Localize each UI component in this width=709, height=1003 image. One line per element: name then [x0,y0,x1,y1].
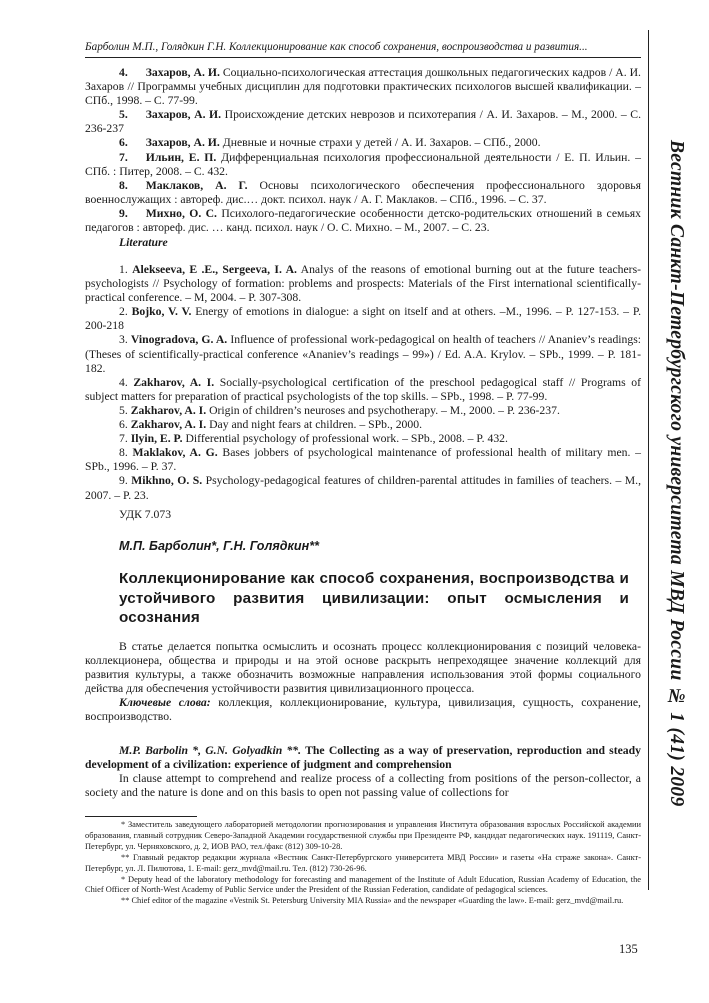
reference-number: 9. [119,206,128,220]
article-title: Коллекционирование как способ сохранения, воспроизводства и устойчивого развития цивилизации: опыт осмысления и осознания [119,570,629,627]
reference-text: Differential psychology of professional work. – SPb., 2008. – P. 432. [182,432,508,446]
reference-number: 6. [119,418,128,432]
side-rule [648,30,649,890]
reference-item [85,404,641,418]
english-heading [85,744,641,772]
reference-item [85,263,641,305]
reference-author: Maklakov, A. G. [132,446,218,460]
reference-author: Ilyin, E. P. [130,432,183,446]
reference-item [85,333,641,375]
en-references [85,263,641,503]
reference-item [85,108,641,136]
reference-text: Origin of children’s neuroses and psychotherapy. – M., 2000. – P. 236-237. [206,403,560,417]
page-number: 135 [619,942,638,956]
keywords-text: коллекция, коллекционирование, культура, цивилизация, сущность, сохранение, воспроизводство. [85,696,641,724]
reference-author: Zakharov, A. I. [130,418,207,432]
footnotes [85,820,641,907]
reference-number: 3. [119,333,128,347]
reference-number: 2. [119,305,128,319]
reference-text: Происхождение детских неврозов и психотерапия / А. И. Захаров. – М., 2000. – С. 236-237 [85,108,641,136]
reference-number: 7. [119,150,128,164]
ru-references [85,66,641,235]
footnote: ** Chief editor of the magazine «Vestnik St. Petersburg University MIA Russia» and the newspaper «Guarding the law». E-mail: gerz_mvd@mail.ru. [121,896,624,906]
reference-item [85,207,641,235]
header-rule [85,57,641,58]
reference-item [85,179,641,207]
reference-item [85,474,641,502]
reference-item [85,376,641,404]
reference-number: 9. [119,474,128,488]
abstract-block [85,640,641,725]
reference-author: Alekseeva, E .E., Sergeeva, I. A. [132,263,297,276]
reference-author: Zakharov, A. I. [130,403,207,417]
reference-text: Socially-psychological certification of the preschool pedagogical staff // Programs of subject matters for preparation of practical psychologists of the top skills. – SPb., 1998. – P. 77-99. [85,375,642,403]
reference-number: 6. [119,136,128,150]
reference-text: Influence of professional work-pedagogical on health of teachers // Ananiev’s readings: (Theses of scientifically-practical conference «Ananiev’s readings – 99») / Ed. A.A. Krylov. – SPb., 1999. – P. 181-182. [85,333,642,375]
footnote: ** Главный редактор редакции журнала «Вестник Санкт-Петербургского университета МВД России» и газеты «На страже закона». Санкт-Петербург, ул. Л. Пилютова, 1. E-mail: gerz_mvd@mail.ru. Тел. (812) 730-26-96. [85,852,641,873]
reference-number: 8. [119,178,128,192]
footnote: * Deputy head of the laboratory methodology for forecasting and management of the Institute of Adult Education, Russian Academy of Education, the Chief Officer of North-West Academy of Public Service under the President of the Russian Federation, candidate of pedagogical sciences. [85,874,641,895]
reference-author: Захаров, А. И. [145,108,222,122]
reference-author: Mikhno, O. S. [131,474,203,488]
reference-author: Захаров, А. И. [145,136,220,150]
reference-author: Ильин, Е. П. [145,150,217,164]
reference-number: 5. [119,108,128,122]
literature-heading: Literature [119,236,168,249]
reference-number: 1. [119,263,128,276]
english-title: The Collecting as a way of preservation, reproduction and steady development of a civilization: experience of judgment and comprehension [85,744,641,772]
reference-number: 8. [119,446,128,460]
reference-author: Михно, О. С. [145,206,217,220]
reference-text: Дневные и ночные страхи у детей / А. И. Захаров. – СПб., 2000. [219,136,541,150]
english-abstract-block [85,744,641,800]
reference-text: Bases jobbers of psychological maintenance of professional health of military men. – SPb., 1996. – P. 37. [85,446,642,474]
reference-author: Захаров, А. И. [145,66,220,79]
english-authors: M.P. Barbolin *, G.N. Golyadkin **. [119,744,302,757]
running-head: Барболин М.П., Голядкин Г.Н. Коллекционирование как способ сохранения, воспроизводства и развития... [85,41,588,53]
reference-text: Psychology-pedagogical features of children-parental attitudes in families of teachers. – M., 2007. – P. 23. [85,474,641,502]
reference-number: 7. [119,432,128,446]
abstract-en: In clause attempt to comprehend and realize process of a collecting from positions of the person-collector, a society and the nature is done and on this basis to open not passing value of collections for [85,772,641,800]
reference-item [85,432,641,446]
keywords [85,696,641,724]
reference-text: Day and night fears at children. – SPb., 2000. [206,418,423,432]
udk-code: УДК 7.073 [119,508,172,521]
reference-item [85,418,641,432]
reference-text: Дифференциальная психология профессиональной деятельности / Е. П. Ильин. – СПб. : Питер, 2008. – С. 432. [85,150,641,178]
article-authors: М.П. Барболин*, Г.Н. Голядкин** [119,539,320,553]
reference-item [85,305,641,333]
reference-item [85,136,641,150]
reference-number: 4. [119,66,128,79]
reference-text: Социально-психологическая аттестация дошкольных педагогических кадров / А. И. Захаров // Программы учебных дисциплин для подготовки практических психологов высшей квалификации. – СПб., 1998. – С. 77-99. [85,66,641,108]
reference-author: Vinogradova, G. A. [130,333,228,347]
reference-text: Психолого-педагогические особенности детско-родительских отношений в семьях педагогов : автореф. дис. … канд. психол. наук / О. С. Михно. – М., 2007. – С. 23. [85,206,642,235]
footnote: * Заместитель заведующего лабораторией методологии прогнозирования и управления Института образования взрослых Российской академии образования, главный сотрудник Северо-Западной Академии государственной службы при Президенте РФ, кандидат педагогических наук. 191119, Санкт-Петербург, ул. Черняховского, д. 2, ИОВ РАО, тел./факс (812) 309-10-28. [85,820,641,851]
reference-item [85,446,641,474]
reference-text: Analys of the reasons of emotional burning out at the future teachers-psychologists // Psychology of formation: problems and prospects: Materials of the First international scientifically-practical conference. – M, 2004. – P. 307-308. [85,263,642,305]
journal-title-vertical: Вестник Санкт-Петербургского университета МВД России № 1 (41) 2009 [666,140,687,807]
footnote-rule [85,816,197,817]
reference-number: 5. [119,403,128,417]
reference-author: Bojko, V. V. [131,305,192,319]
keywords-label: Ключевые слова: [119,696,211,710]
abstract-ru: В статье делается попытка осмыслить и осознать процесс коллекционирования с позиций человека-коллекционера, общества и природы и на этой основе раскрыть непреходящее значение коллекций для развития культуры, а также обозначить возможные направления использования этой формы социального действа для обеспечения устойчивости развития цивилизационного процесса. [85,640,641,696]
reference-text: Основы психологического обеспечения профессионального здоровья военнослужащих : автореф. дис.… докт. психол. наук / А. Г. Маклаков. – СПб., 1996. – С. 37. [85,178,641,206]
reference-text: Energy of emotions in dialogue: a sight on itself and at others. –M., 1996. – P. 127-153. – P. 200-218 [85,305,641,333]
reference-author: Zakharov, A. I. [133,375,215,389]
reference-author: Маклаков, А. Г. [145,178,248,192]
reference-item [85,151,641,179]
reference-item [85,66,641,108]
reference-number: 4. [119,375,128,389]
